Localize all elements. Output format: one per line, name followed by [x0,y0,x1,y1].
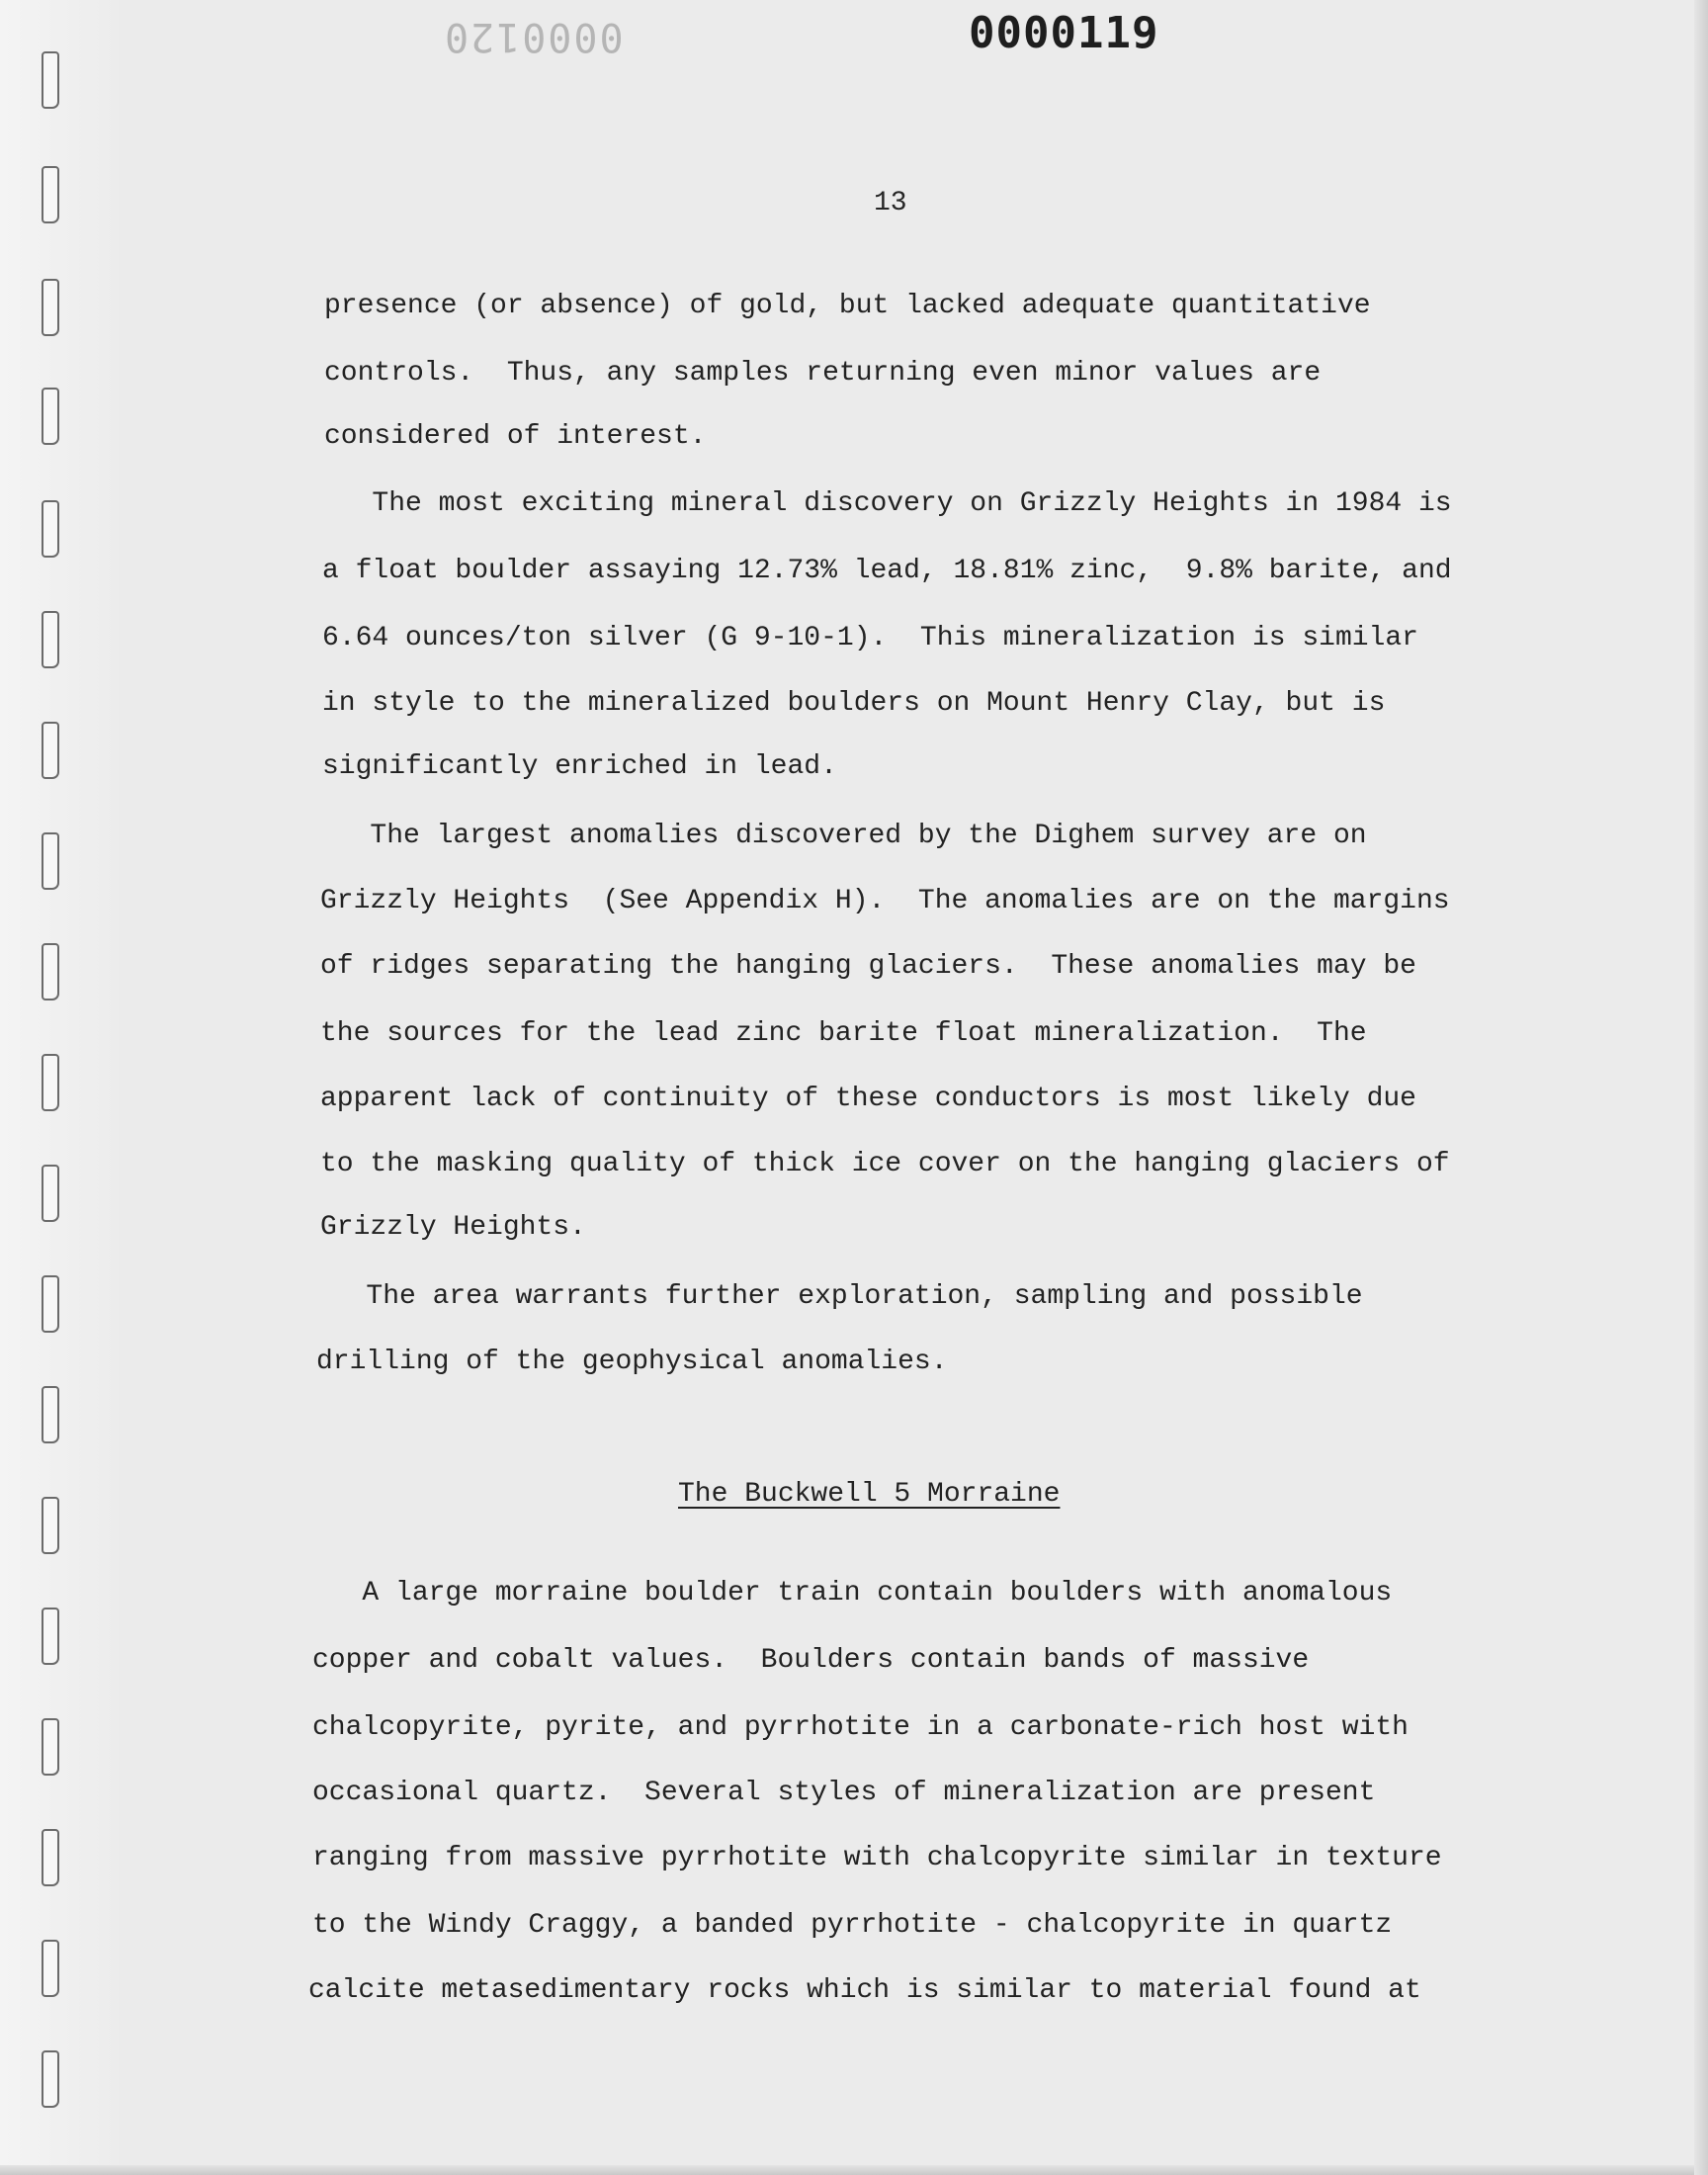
body-line: Grizzly Heights (See Appendix H). The anomalies are on the margins [320,886,1450,916]
punch-hole-icon [42,1608,59,1665]
punch-hole-icon [42,166,59,223]
body-line: drilling of the geophysical anomalies. [316,1347,948,1377]
punch-hole-icon [42,1275,59,1333]
punch-hole-icon [42,388,59,445]
body-line: The largest anomalies discovered by the Dighem survey are on [320,821,1367,851]
body-line: copper and cobalt values. Boulders contain bands of massive [312,1645,1310,1676]
body-line: presence (or absence) of gold, but lacked adequate quantitative [324,291,1371,321]
punch-hole-icon [42,611,59,668]
body-line: of ridges separating the hanging glaciers. These anomalies may be [320,951,1416,982]
body-line: in style to the mineralized boulders on Mount Henry Clay, but is [322,688,1386,719]
body-line: the sources for the lead zinc barite float mineralization. The [320,1018,1367,1049]
body-line: Grizzly Heights. [320,1212,586,1243]
body-line: The most exciting mineral discovery on Grizzly Heights in 1984 is [322,488,1452,519]
punch-hole-icon [42,2050,59,2108]
body-line: calcite metasedimentary rocks which is similar to material found at [308,1975,1421,2006]
punch-hole-icon [42,943,59,1000]
body-line: to the Windy Craggy, a banded pyrrhotite - chalcopyrite in quartz [312,1910,1393,1941]
punch-hole-icon [42,1165,59,1222]
body-line: 6.64 ounces/ton silver (G 9-10-1). This mineralization is similar [322,623,1418,653]
body-line: a float boulder assaying 12.73% lead, 18.81% zinc, 9.8% barite, and [322,556,1452,586]
body-line: controls. Thus, any samples returning even minor values are [324,358,1322,389]
punch-strip [0,0,119,2175]
punch-hole-icon [42,1497,59,1554]
page-number: 13 [874,188,907,218]
body-line: significantly enriched in lead. [322,751,837,782]
punch-hole-icon [42,51,59,109]
section-heading: The Buckwell 5 Morraine [678,1479,1061,1510]
body-line: occasional quartz. Several styles of mineralization are present [312,1778,1376,1808]
body-line: apparent lack of continuity of these conductors is most likely due [320,1084,1416,1114]
document-stamp-number: 0000119 [969,8,1159,58]
punch-hole-icon [42,279,59,336]
body-line: ranging from massive pyrrhotite with chalcopyrite similar in texture [312,1843,1442,1873]
body-line: to the masking quality of thick ice cover on the hanging glaciers of [320,1149,1450,1179]
body-line: A large morraine boulder train contain boulders with anomalous [312,1578,1393,1609]
punch-hole-icon [42,1386,59,1443]
punch-hole-icon [42,722,59,779]
bleed-through-number: 0000120 [443,14,624,59]
punch-hole-icon [42,1829,59,1886]
punch-hole-icon [42,1054,59,1111]
punch-hole-icon [42,1940,59,1997]
page-bottom-edge [0,2165,1708,2175]
body-line: The area warrants further exploration, sampling and possible [316,1281,1363,1312]
body-line: chalcopyrite, pyrite, and pyrrhotite in a carbonate-rich host with [312,1712,1409,1743]
punch-hole-icon [42,500,59,558]
body-line: considered of interest. [324,421,707,452]
punch-hole-icon [42,832,59,890]
punch-hole-icon [42,1718,59,1776]
